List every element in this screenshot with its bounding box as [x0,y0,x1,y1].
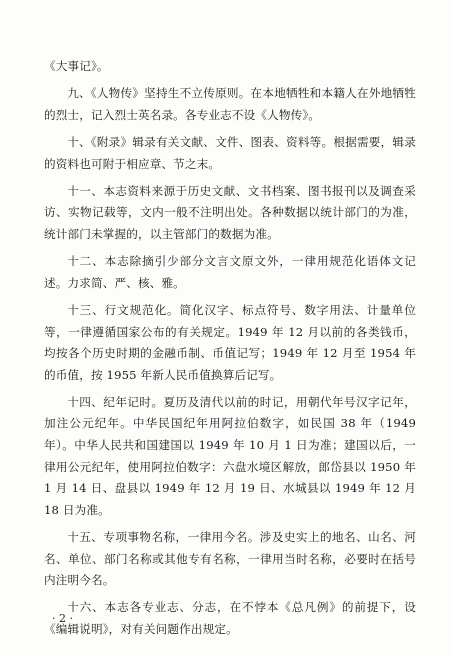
paragraph-9-renwu-zhuan: 九、《人物传》坚持生不立传原则。在本地牺牲和本籍人在外地牺牲的烈士，记入烈士英名录。各专业志不设《人物传》。 [44,86,416,122]
page-number: · 2 · [52,612,73,625]
paragraph-10-fulu: 十、《附录》辑录有关文献、文件、图表、资料等。根据需要，辑录的资料也可附于相应章、节之末。 [44,134,416,171]
document-body [44,56,416,646]
paragraph-11-ziliao-laiyuan: 十一、本志资料来源于历史文献、文书档案、图书报刊以及调查采访、实物记载等，文内一般不注明出处。各种数据以统计部门的为准，统计部门未掌握的，以主管部门的数据为准。 [44,183,416,241]
paragraph-15-zhuanxiang-mingcheng: 十五、专项事物名称，一律用今名。涉及史实上的地名、山名、河名、单位、部门名称或其他专有名称，一律用当时名称，必要时在括号内注明今名。 [44,530,416,588]
paragraph-13-xingwen-guifanhua: 十三、行文规范化。简化汉字、标点符号、数字用法、计量单位等，一律遵循国家公布的有关规定。1949 年 12 月以前的各类钱币，均按各个历史时期的金融币制、币值记写；1949 年 12 月至 1954 年的币值，按 1955 年新人民币值换算后记写。 [44,302,416,382]
paragraph-12-yutiwen: 十二、本志除摘引少部分文言文原文外，一律用规范化语体文记述。力求简、严、核、雅。 [44,254,416,290]
paragraph-da-shi-ji-end: 《大事记》。 [44,59,109,73]
paragraph-16-bianji-shuoming: 十六、本志各专业志、分志，在不悖本《总凡例》的前提下，设《编辑说明》，对有关问题作出规定。 [44,600,416,636]
paragraph-14-jinian-jishi: 十四、纪年记时。夏历及清代以前的时记，用朝代年号汉字记年，加注公元纪年。中华民国纪年用阿拉伯数字，如民国 38 年（1949 年）。中华人民共和国建国以 1949 年 10 月 1 日为准；建国以后，一律用公元纪年，使用阿拉伯数字：六盘水境区解放，郎岱县以 1950 年 1 月 14 日、盘县以 1949 年 12 月 19 日、水城县以 1949 年 12 月 18 日为准。 [44,394,416,517]
